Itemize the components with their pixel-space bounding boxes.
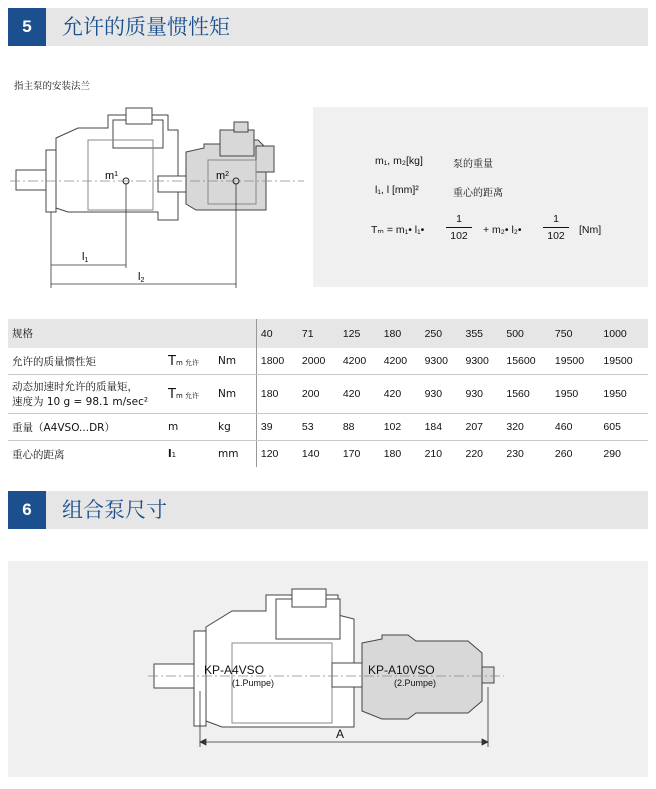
pump-drawing-1 xyxy=(8,100,308,290)
row-unit: Nm xyxy=(214,348,256,375)
table-cell: 9300 xyxy=(461,348,502,375)
row-unit: kg xyxy=(214,414,256,441)
row-symbol: Tm 允许 xyxy=(164,348,214,375)
row-symbol: m xyxy=(164,414,214,441)
combo-pump-drawing xyxy=(8,561,648,777)
size-header: 750 xyxy=(551,319,600,348)
table-row xyxy=(8,441,648,468)
formula-box xyxy=(313,107,648,287)
table-cell: 930 xyxy=(421,375,462,414)
size-header: 40 xyxy=(256,319,298,348)
formula-equation-left: Tₘ = m₁• l₁• xyxy=(371,224,425,236)
table-cell: 88 xyxy=(339,414,380,441)
formula-equation-mid: + m₂• l₂• xyxy=(483,224,522,236)
table-cell: 180 xyxy=(256,375,298,414)
fraction-1 xyxy=(446,213,472,242)
m2-label: $m^2$ xyxy=(216,170,230,182)
section-number: 5 xyxy=(8,8,46,46)
size-header: 355 xyxy=(461,319,502,348)
table-cell: 260 xyxy=(554,448,573,460)
table-cell: 9300 xyxy=(421,348,462,375)
size-header: 250 xyxy=(421,319,462,348)
table-cell: 19500 xyxy=(599,348,648,375)
flange-caption: 指主泵的安装法兰 xyxy=(14,81,91,92)
row-label: 动态加速时允许的质量矩， 速度为 10 g = 98.1 m/sec² xyxy=(8,375,164,414)
table-cell: 420 xyxy=(339,375,380,414)
section-title: 允许的质量惯性矩 xyxy=(62,15,230,39)
size-header: 71 xyxy=(298,319,339,348)
size-header: 125 xyxy=(339,319,380,348)
size-header: 180 xyxy=(380,319,421,348)
l2-label: l2 xyxy=(138,271,145,284)
table-row xyxy=(8,348,648,375)
pump2-note: (2.Pumpe) xyxy=(394,678,437,688)
size-header: 500 xyxy=(502,319,551,348)
fraction-1-denominator: 102 xyxy=(450,230,468,242)
section-header-5 xyxy=(8,8,648,46)
row-symbol: l1 xyxy=(168,448,177,460)
formula-desc-mass: 泵的重量 xyxy=(453,159,493,170)
table-cell: 1560 xyxy=(502,375,551,414)
l1-label: l1 xyxy=(82,251,89,264)
table-cell: 4200 xyxy=(380,348,421,375)
table-row xyxy=(8,375,648,414)
section-number: 6 xyxy=(8,491,46,529)
table-cell: 170 xyxy=(342,448,361,460)
table-cell: 1800 xyxy=(256,348,298,375)
combo-pump-box xyxy=(8,561,648,777)
fraction-2-numerator: 1 xyxy=(553,213,559,225)
table-cell: 53 xyxy=(298,414,339,441)
formula-symbol-distance: l₁, l [mm]² xyxy=(375,184,419,196)
size-header: 1000 xyxy=(599,319,648,348)
table-cell: 180 xyxy=(383,448,402,460)
row-label: 重心的距离 xyxy=(12,448,65,461)
header-label: 规格 xyxy=(8,319,256,348)
spec-table xyxy=(8,319,648,467)
row-label: 允许的质量惯性矩 xyxy=(8,348,164,375)
table-cell: 320 xyxy=(502,414,551,441)
section-header-6 xyxy=(8,491,648,529)
formula-symbol-mass: m₁, m₂[kg] xyxy=(375,155,423,167)
table-cell: 140 xyxy=(301,448,320,460)
table-cell: 230 xyxy=(506,448,524,460)
table-cell: 220 xyxy=(465,448,484,460)
fraction-1-numerator: 1 xyxy=(456,213,462,225)
table-cell: 120 xyxy=(260,448,279,460)
row-unit: mm xyxy=(214,441,256,468)
formula-unit: [Nm] xyxy=(579,224,602,236)
table-cell: 200 xyxy=(298,375,339,414)
dimension-a-label: A xyxy=(336,727,345,741)
table-cell: 1950 xyxy=(551,375,600,414)
table-cell: 15600 xyxy=(502,348,551,375)
table-cell: 4200 xyxy=(339,348,380,375)
table-cell: 184 xyxy=(421,414,462,441)
table-cell: 39 xyxy=(256,414,298,441)
section-title: 组合泵尺寸 xyxy=(62,498,167,522)
table-cell: 207 xyxy=(461,414,502,441)
table-cell: 930 xyxy=(461,375,502,414)
m1-label: $m^1$ xyxy=(105,170,119,182)
row-symbol: Tm 允许 xyxy=(164,375,214,414)
table-cell: 1950 xyxy=(599,375,648,414)
fraction-2-denominator: 102 xyxy=(547,230,565,242)
table-cell: 420 xyxy=(380,375,421,414)
table-row xyxy=(8,414,648,441)
row-unit: Nm xyxy=(214,375,256,414)
fraction-2 xyxy=(543,213,569,242)
table-cell: 605 xyxy=(599,414,648,441)
pump2-name: KP-A10VSO xyxy=(368,663,435,677)
pump1-name: KP-A4VSO xyxy=(204,663,265,677)
formula-desc-distance: 重心的距离 xyxy=(453,188,503,199)
table-cell: 210 xyxy=(424,448,443,460)
table-cell: 460 xyxy=(551,414,600,441)
table-cell: 290 xyxy=(603,448,621,460)
table-cell: 19500 xyxy=(551,348,600,375)
pump1-note: (1.Pumpe) xyxy=(232,678,275,688)
row-label: 重量（A4VSO...DR） xyxy=(8,414,164,441)
table-cell: 2000 xyxy=(298,348,339,375)
table-cell: 102 xyxy=(380,414,421,441)
table-header-row xyxy=(8,319,648,348)
